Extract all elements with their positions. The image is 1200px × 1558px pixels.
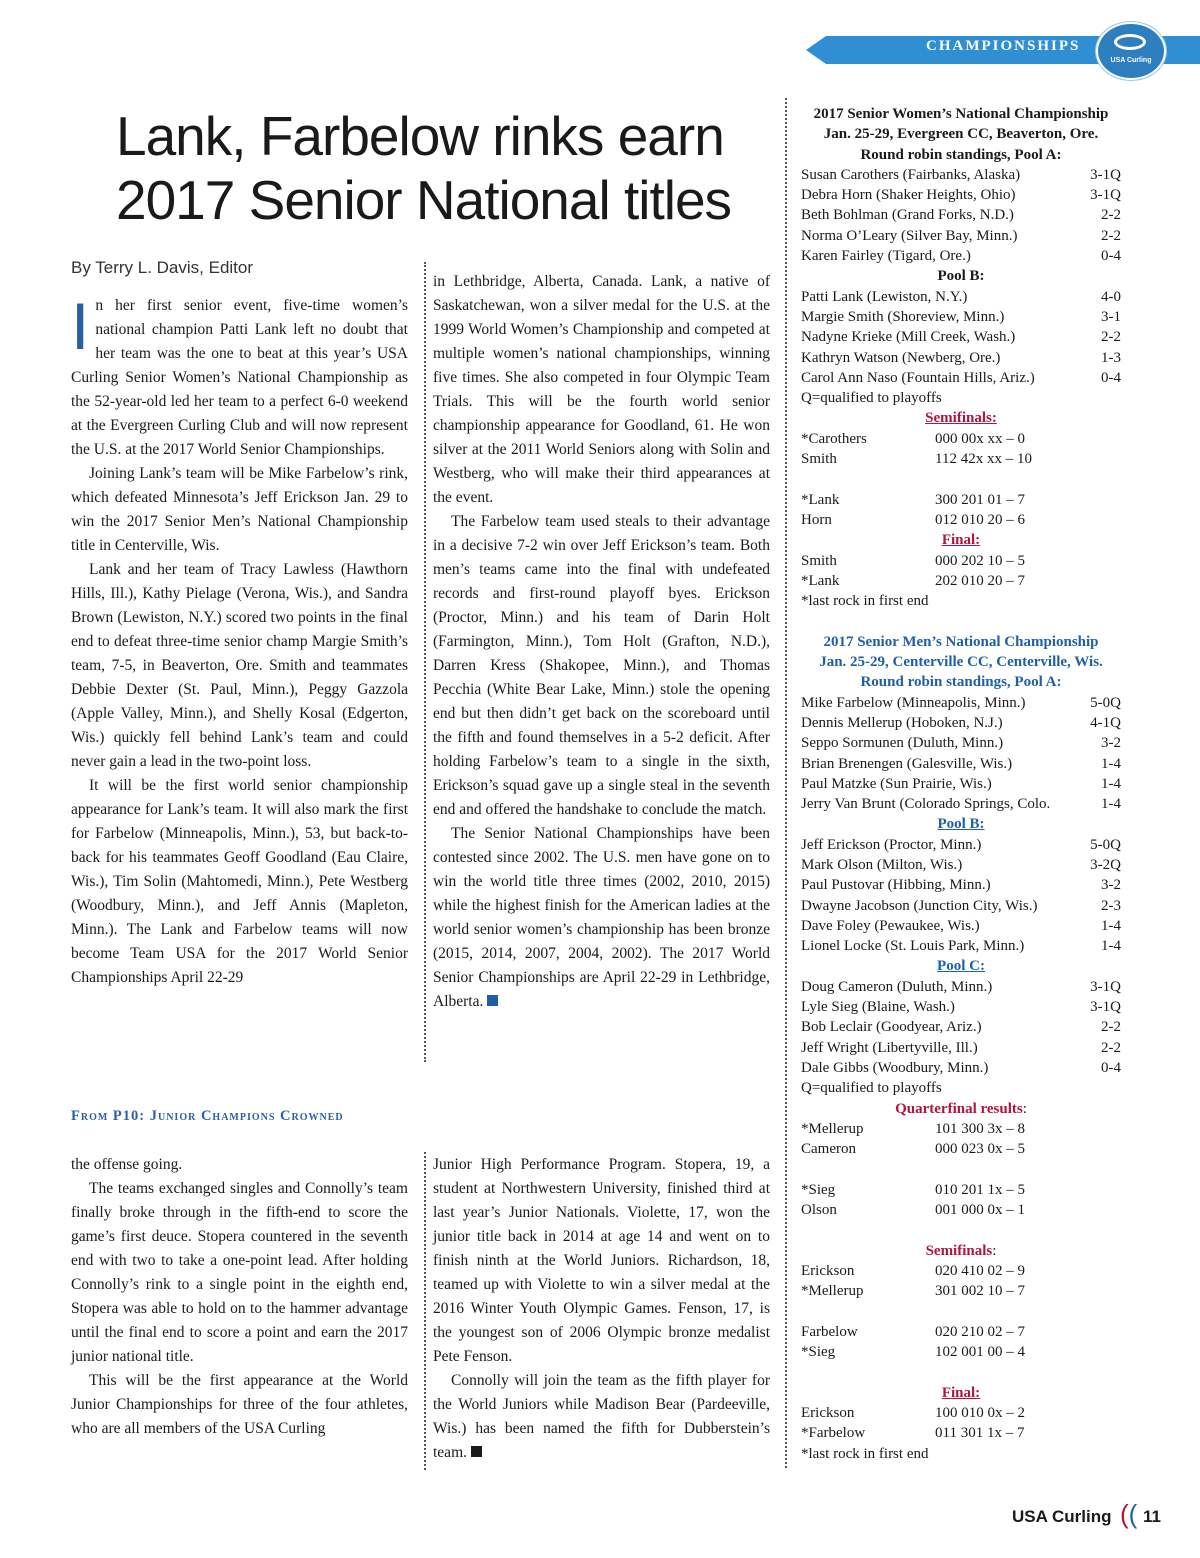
team-name: Carol Ann Naso (Fountain Hills, Ariz.) [801,369,1035,386]
standings-row [801,713,1121,733]
score-row [801,1342,1121,1362]
men-semifinal-2 [801,1322,1121,1363]
team-record: 1-4 [1101,755,1121,772]
linescore: 100 010 0x – 2 [935,1405,1025,1421]
spacer [801,611,1121,631]
linescore: 101 300 3x – 8 [935,1120,1025,1137]
linescore: 301 002 10 – 7 [935,1283,1025,1300]
score-row [801,1139,1121,1159]
team-name: Bob Leclair (Goodyear, Ariz.) [801,1019,982,1036]
team-name: *Lank [801,491,840,508]
men-pool-c [801,977,1121,1078]
standings-row [801,226,1121,246]
team-name: Doug Cameron (Duluth, Minn.) [801,978,993,995]
score-row [801,1180,1121,1200]
team-name: *Sieg [801,1344,836,1361]
men-pool-c-label: Pool C: [937,958,985,975]
team-record: 1-4 [1101,938,1121,955]
drop-cap: I [71,289,90,363]
women-title: 2017 Senior Women’s National Championship [813,106,1109,122]
article-paragraph: This will be the first appearance at the World Junior Championships for three of the four athletes, who are all members of the USA Curling [71,1372,408,1437]
standings-row [801,348,1121,368]
team-name: Seppo Sormunen (Duluth, Minn.) [801,735,1004,752]
team-name: Dave Foley (Pewaukee, Wis.) [801,917,980,934]
men-semifinal-1 [801,1261,1121,1302]
team-record: 1-3 [1101,349,1121,366]
team-record: 4-0 [1101,288,1121,305]
linescore: 020 210 02 – 7 [935,1323,1025,1340]
standings-row [801,693,1121,713]
team-record: 1-4 [1101,796,1121,813]
team-name: Lyle Sieg (Blaine, Wash.) [801,999,955,1016]
team-record: 0-4 [1101,248,1121,265]
team-record: 3-1Q [1090,187,1121,204]
team-record: 5-0Q [1090,694,1121,711]
team-record: 2-2 [1101,1019,1121,1036]
linescore: 202 010 20 – 7 [935,572,1025,589]
score-row [801,1119,1121,1139]
linescore: 010 201 1x – 5 [935,1181,1025,1198]
standings-row [801,368,1121,388]
byline: By Terry L. Davis, Editor [71,258,254,277]
team-record: 0-4 [1101,1059,1121,1076]
team-name: Erickson [801,1262,855,1279]
women-final [801,551,1121,592]
women-pool-b-label: Pool B: [937,268,985,285]
standings-row [801,307,1121,327]
score-row [801,429,1121,449]
team-name: Smith [801,451,837,468]
score-row [801,1423,1121,1443]
standings-row [801,1017,1121,1037]
men-round-robin-label: Round robin standings, Pool A: [860,674,1062,691]
team-record: 3-2 [1101,877,1121,894]
article-paragraph: In her first senior event, five-time women’s national champion Patti Lank left no doubt that her team was the one to beat at this year’s USA Curling Senior Women’s National Championship as the 52-year-old led her team to a perfect 6-0 weekend at the Evergreen Curling Club and will now represent the U.S. at the 2017 World Senior Championships. [71,289,408,458]
footer-publication: USA Curling [1012,1507,1112,1526]
last-rock-note: *last rock in first end [801,593,929,610]
men-quarterfinal-label: Quarterfinal results: [895,1100,1027,1117]
team-name: Erickson [801,1405,855,1421]
team-name: Beth Bohlman (Grand Forks, N.D.) [801,207,1014,224]
team-name: Smith [801,552,837,569]
women-round-robin-label: Round robin standings, Pool A: [860,146,1062,163]
men-final [801,1403,1121,1444]
score-row [801,571,1121,591]
standings-row [801,287,1121,307]
standings-row [801,794,1121,814]
men-quarterfinal-1 [801,1119,1121,1160]
standings-row [801,733,1121,753]
team-name: Patti Lank (Lewiston, N.Y.) [801,288,968,305]
men-title: 2017 Senior Men’s National Championship [823,633,1099,650]
men-pool-b-label: Pool B: [937,816,985,833]
linescore: 020 410 02 – 9 [935,1262,1025,1279]
logo-text: USA Curling [1110,57,1152,64]
column-divider [785,98,787,1468]
team-name: Dale Gibbs (Woodbury, Minn.) [801,1059,989,1076]
team-name: Susan Carothers (Fairbanks, Alaska) [801,166,1021,183]
team-name: Lionel Locke (St. Louis Park, Minn.) [801,938,1025,955]
continuation-column-2 [433,1153,770,1465]
results-sidebar [801,104,1121,1464]
linescore: 001 000 0x – 1 [935,1202,1025,1219]
standings-row [801,754,1121,774]
team-name: Jeff Erickson (Proctor, Minn.) [801,836,982,853]
spacer [801,1362,1121,1382]
team-record: 2-2 [1101,329,1121,346]
spacer [801,1159,1121,1179]
article-paragraph: in Lethbridge, Alberta, Canada. Lank, a native of Saskatchewan, won a silver medal for the U.S. at the 1999 World Women’s Championship and competed at multiple women’s national championships, winning five times. She also competed in four Olympic Team Trials. This will be the fourth world senior championship appearance for Goodland, 61. He won silver at the 2011 World Seniors along with Solin and Westberg, who will make their third appearances at the event. [433,273,770,506]
women-semis-label: Semifinals: [925,410,997,427]
standings-row [801,835,1121,855]
women-pool-a [801,165,1121,266]
score-row [801,551,1121,571]
article-paragraph: Connolly will join the team as the fifth player for the World Juniors while Madison Bear (Pardeeville, Wis.) has been named the fifth for Dubberstein’s team. [433,1372,770,1461]
team-name: Debra Horn (Shaker Heights, Ohio) [801,187,1016,204]
headline: Lank, Farbelow rinks earn 2017 Senior National titles [116,105,732,231]
team-name: *Farbelow [801,1425,866,1442]
team-name: *Carothers [801,430,867,447]
men-final-label: Final: [941,1384,981,1401]
team-record: 3-1 [1101,308,1121,325]
linescore: 102 001 00 – 4 [935,1344,1025,1361]
team-name: Jerry Van Brunt (Colorado Springs, Colo. [801,796,1051,813]
team-record: 5-0Q [1090,836,1121,853]
article-column-2 [433,270,770,1014]
article-paragraph: The Farbelow team used steals to their advantage in a decisive 7-2 win over Jeff Erickson’s team. Both men’s teams came into the final with undefeated records and first-round playoff byes. Erickson (Proctor, Minn.) and his team of Darin Holt (Farmington, Minn.), Tom Holt (Grafton, N.D.), Darren Kress (Shakopee, Minn.), and Thomas Pecchia (White Bear Lake, Minn.) stole the opening end but then didn’t get back on the scoreboard until the fifth and found themselves in a 5-2 deficit. After holding Farbelow’s team to a single in the sixth, Erickson’s squad gave up a single steal in the seventh end and offered the handshake to conclude the match. [433,513,770,818]
standings-row [801,997,1121,1017]
score-row [801,490,1121,510]
qualified-note: Q=qualified to playoffs [801,1080,942,1097]
linescore: 000 00x xx – 0 [935,430,1025,447]
standings-row [801,1038,1121,1058]
standings-row [801,327,1121,347]
team-record: 2-2 [1101,207,1121,224]
article-paragraph: The Senior National Championships have been contested since 2002. The U.S. men have gone on to win the world title three times (2002, 2010, 2015) while the highest finish for the American ladies at the world senior women’s championship has been bronze (2015, 2014, 2007, 2004, 2002). The 2017 World Senior Championships are April 22-29 in Lethbridge, Alberta. [433,825,770,1010]
team-name: Nadyne Krieke (Mill Creek, Wash.) [801,329,1016,346]
standings-row [801,246,1121,266]
men-quarterfinal-2 [801,1180,1121,1221]
team-name: Paul Pustovar (Hibbing, Minn.) [801,877,991,894]
team-record: 0-4 [1101,369,1121,386]
article-paragraph: Joining Lank’s team will be Mike Farbelow’s rink, which defeated Minnesota’s Jeff Erickson Jan. 29 to win the 2017 Senior Men’s National Championship title in Centerville, Wis. [71,465,408,554]
section-label: CHAMPIONSHIPS [926,38,1081,54]
team-record: 4-1Q [1090,714,1121,731]
team-name: Cameron [801,1141,856,1158]
women-dates: Jan. 25-29, Evergreen CC, Beaverton, Ore. [823,126,1099,143]
team-name: Mike Farbelow (Minneapolis, Minn.) [801,694,1026,711]
team-name: Karen Fairley (Tigard, Ore.) [801,248,971,265]
team-record: 2-3 [1101,897,1121,914]
team-name: Dwayne Jacobson (Junction City, Wis.) [801,897,1038,914]
men-pool-a [801,693,1121,815]
article-column-1 [71,289,408,990]
team-name: Mark Olson (Milton, Wis.) [801,856,963,873]
standings-row [801,205,1121,225]
column-divider [424,1152,426,1470]
score-row [801,510,1121,530]
team-name: *Sieg [801,1181,836,1198]
team-name: Kathryn Watson (Newberg, Ore.) [801,349,1001,366]
article-paragraph: Junior High Performance Program. Stopera, 19, a student at Northwestern University, finished third at last year’s Junior Nationals. Violette, 17, won the junior title back in 2014 at age 14 and went on to finish ninth at the World Juniors. Richardson, 18, teamed up with Violette to win a silver medal at the 2016 Winter Youth Olympic Games. Fenson, 17, is the youngest son of 2006 Olympic bronze medalist Pete Fenson. [433,1156,770,1365]
article-paragraph: Lank and her team of Tracy Lawless (Hawthorn Hills, Ill.), Kathy Pielage (Verona, Wis.), and Sandra Brown (Lewiston, N.Y.) scored two points in the final end to defeat three-time senior champ Margie Smith’s team, 7-5, in Beaverton, Ore. Smith and teammates Debbie Dexter (St. Paul, Minn.), Peggy Gazzola (Apple Valley, Minn.), and Shelly Kosal (Edgerton, Wis.) quickly fell behind Lank’s team and could never gain a lead in the two-point loss. [71,561,408,770]
linescore: 011 301 1x – 7 [935,1425,1025,1442]
score-row [801,1261,1121,1281]
team-name: Jeff Wright (Libertyville, Ill.) [801,1039,978,1056]
standings-row [801,185,1121,205]
women-semifinal-1 [801,429,1121,470]
team-name: Norma O’Leary (Silver Bay, Minn.) [801,227,1018,244]
standings-row [801,977,1121,997]
spacer [801,469,1121,489]
team-record: 3-2Q [1090,856,1121,873]
team-record: 1-4 [1101,775,1121,792]
team-name: Brian Brenengen (Galesville, Wis.) [801,755,1013,772]
usa-curling-logo [1096,22,1166,80]
team-record: 3-1Q [1090,166,1121,183]
team-record: 3-1Q [1090,999,1121,1016]
women-pool-b [801,287,1121,388]
team-name: Horn [801,511,832,528]
continuation-column-1 [71,1153,408,1441]
standings-row [801,1058,1121,1078]
footer-brackets-icon: (( [1120,1499,1138,1529]
last-rock-note: *last rock in first end [801,1445,929,1462]
standings-row [801,936,1121,956]
continuation-heading: From P10: Junior Champions Crowned [71,1108,344,1124]
score-row [801,1322,1121,1342]
score-row [801,449,1121,469]
men-semis-label: Semifinals: [925,1242,997,1259]
men-dates: Jan. 25-29, Centerville CC, Centerville, Wis. [819,654,1103,671]
team-name: *Mellerup [801,1283,864,1300]
linescore: 112 42x xx – 10 [935,451,1032,468]
team-name: Farbelow [801,1323,858,1340]
team-record: 3-2 [1101,735,1121,752]
spacer [801,1302,1121,1322]
men-pool-b [801,835,1121,957]
women-semifinal-2 [801,490,1121,531]
article-paragraph: It will be the first world senior championship appearance for Lank’s team. It will also mark the first for Farbelow (Minneapolis, Minn.), 53, but back-to-back for his teammates Geoff Goodland (Eau Claire, Wis.), Tim Solin (Mahtomedi, Minn.), Pete Westberg (Woodbury, Minn.), and Jeff Annis (Mapleton, Minn.). The Lank and Farbelow teams will now become Team USA for the 2017 World Senior Championships April 22-29 [71,777,408,986]
team-name: Olson [801,1202,837,1219]
linescore: 300 201 01 – 7 [935,491,1025,508]
score-row [801,1403,1121,1423]
standings-row [801,916,1121,936]
team-record: 3-1Q [1090,978,1121,995]
standings-row [801,165,1121,185]
standings-row [801,774,1121,794]
linescore: 012 010 20 – 6 [935,511,1025,528]
end-mark-icon [487,995,498,1006]
article-paragraph: The teams exchanged singles and Connolly’s team finally broke through in the fifth-end to score the game’s first deuce. Stopera countered in the seventh end with two to take a one-point lead. After holding Connolly’s rink to a single point in the eighth end, Stopera was able to hold on to the hammer advantage until the final end to score a point and earn the 2017 junior national title. [71,1180,408,1365]
team-name: Paul Matzke (Sun Prairie, Wis.) [801,775,992,792]
team-name: Margie Smith (Shoreview, Minn.) [801,308,1005,325]
standings-row [801,875,1121,895]
team-name: *Mellerup [801,1120,864,1137]
qualified-note: Q=qualified to playoffs [801,390,942,407]
column-divider [424,262,426,1062]
team-name: Dennis Mellerup (Hoboken, N.J.) [801,714,1003,731]
linescore: 000 023 0x – 5 [935,1141,1025,1158]
spacer [801,1220,1121,1240]
women-final-label: Final: [941,532,981,549]
article-paragraph: the offense going. [71,1156,183,1173]
team-record: 2-2 [1101,227,1121,244]
linescore: 000 202 10 – 5 [935,552,1025,569]
score-row [801,1281,1121,1301]
end-mark-icon [471,1446,482,1457]
standings-row [801,896,1121,916]
curling-stone-icon [1114,34,1146,50]
team-record: 1-4 [1101,917,1121,934]
team-record: 2-2 [1101,1039,1121,1056]
standings-row [801,855,1121,875]
team-name: *Lank [801,572,840,589]
score-row [801,1200,1121,1220]
page-number: 11 [1143,1507,1161,1526]
